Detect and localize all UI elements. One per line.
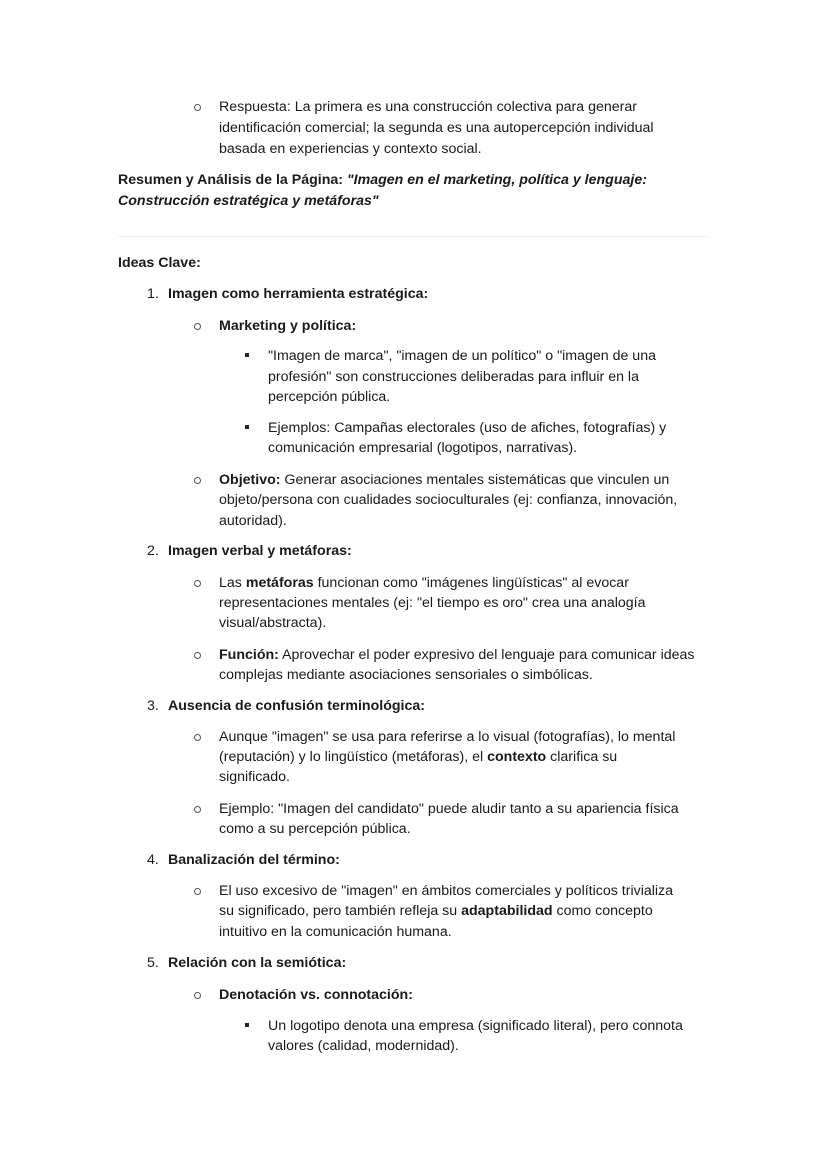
summary-title-italic: Construcción estratégica y metáforas": [118, 193, 379, 209]
section-title: Banalización del término:: [168, 852, 340, 868]
body-text: basada en experiencias y contexto social.: [219, 141, 482, 157]
bold-label: Función:: [219, 647, 279, 663]
summary-title-italic: "Imagen en el marketing, política y lenguaje:: [346, 172, 647, 188]
hollow-circle-bullet-icon: [194, 652, 201, 659]
list-number: 4.: [147, 852, 159, 868]
body-text: Un logotipo denota una empresa (significado literal), pero connota: [268, 1018, 683, 1034]
body-text: Ejemplos: Campañas electorales (uso de afiches, fotografías) y: [268, 420, 667, 436]
section-title: Ausencia de confusión terminológica:: [168, 698, 425, 714]
body-text: representaciones mentales (ej: "el tiempo es oro" crea una analogía: [219, 595, 646, 611]
body-text: visual/abstracta).: [219, 615, 327, 631]
body-text: autoridad).: [219, 513, 287, 529]
body-text: intuitivo en la comunicación humana.: [219, 924, 452, 940]
body-text: Generar asociaciones mentales sistemáticas que vinculen un: [280, 472, 670, 488]
square-bullet-icon: [245, 353, 249, 357]
list-number: 3.: [147, 698, 159, 714]
bold-term: contexto: [487, 749, 547, 765]
hollow-circle-bullet-icon: [194, 734, 201, 741]
sub-heading: Marketing y política:: [219, 318, 357, 334]
square-bullet-icon: [245, 1023, 249, 1027]
section-title: Imagen verbal y metáforas:: [168, 543, 352, 559]
hollow-circle-bullet-icon: [194, 580, 201, 587]
summary-title: [118, 170, 647, 190]
body-text: su significado, pero también refleja su: [219, 903, 462, 919]
body-text: significado.: [219, 769, 290, 785]
body-text: [219, 573, 629, 593]
bold-label: Objetivo:: [219, 472, 281, 488]
list-number: 5.: [147, 955, 159, 971]
body-text: Ejemplo: "Imagen del candidato" puede aludir tanto a su apariencia física: [219, 801, 679, 817]
body-text: El uso excesivo de "imagen" en ámbitos comerciales y políticos trivializa: [219, 883, 674, 899]
section-title: Relación con la semiótica:: [168, 955, 347, 971]
body-text: "Imagen de marca", "imagen de un político" o "imagen de una: [268, 348, 656, 364]
hollow-circle-bullet-icon: [194, 888, 201, 895]
hollow-circle-bullet-icon: [194, 806, 201, 813]
hollow-circle-bullet-icon: [194, 323, 201, 330]
body-text: Aunque "imagen" se usa para referirse a lo visual (fotografías), lo mental: [219, 729, 676, 745]
body-text: identificación comercial; la segunda es una autopercepción individual: [219, 120, 654, 136]
body-text: complejas mediante asociaciones sensoriales o simbólicas.: [219, 667, 593, 683]
square-bullet-icon: [245, 425, 249, 429]
body-text: [219, 645, 695, 665]
body-text: [219, 901, 653, 921]
ideas-heading: Ideas Clave:: [118, 255, 201, 271]
body-text: Las: [219, 575, 246, 591]
list-number: 1.: [147, 286, 159, 302]
body-text: percepción pública.: [268, 389, 391, 405]
body-text: comunicación empresarial (logotipos, narrativas).: [268, 440, 578, 456]
body-text: (reputación) y lo lingüístico (metáforas), el: [219, 749, 488, 765]
bold-term: metáforas: [245, 575, 314, 591]
list-number: 2.: [147, 543, 159, 559]
hollow-circle-bullet-icon: [194, 104, 201, 111]
body-text: Respuesta: La primera es una construcción colectiva para generar: [219, 99, 637, 115]
body-text: objeto/persona con cualidades socioculturales (ej: confianza, innovación,: [219, 492, 678, 508]
horizontal-rule: [118, 236, 710, 237]
body-text: valores (calidad, modernidad).: [268, 1038, 459, 1054]
body-text: como concepto: [552, 903, 653, 919]
body-text: como a su percepción pública.: [219, 821, 411, 837]
sub-heading: Denotación vs. connotación:: [219, 987, 413, 1003]
body-text: [219, 747, 617, 767]
body-text: funcionan como "imágenes lingüísticas" al evocar: [313, 575, 629, 591]
hollow-circle-bullet-icon: [194, 477, 201, 484]
bold-term: adaptabilidad: [461, 903, 553, 919]
body-text: [219, 470, 669, 490]
body-text: clarifica su: [546, 749, 618, 765]
body-text: profesión" son construcciones deliberadas para influir en la: [268, 369, 639, 385]
summary-title-prefix: Resumen y Análisis de la Página:: [118, 172, 347, 188]
section-title: Imagen como herramienta estratégica:: [168, 286, 429, 302]
body-text: Aprovechar el poder expresivo del lenguaje para comunicar ideas: [278, 647, 695, 663]
hollow-circle-bullet-icon: [194, 992, 201, 999]
